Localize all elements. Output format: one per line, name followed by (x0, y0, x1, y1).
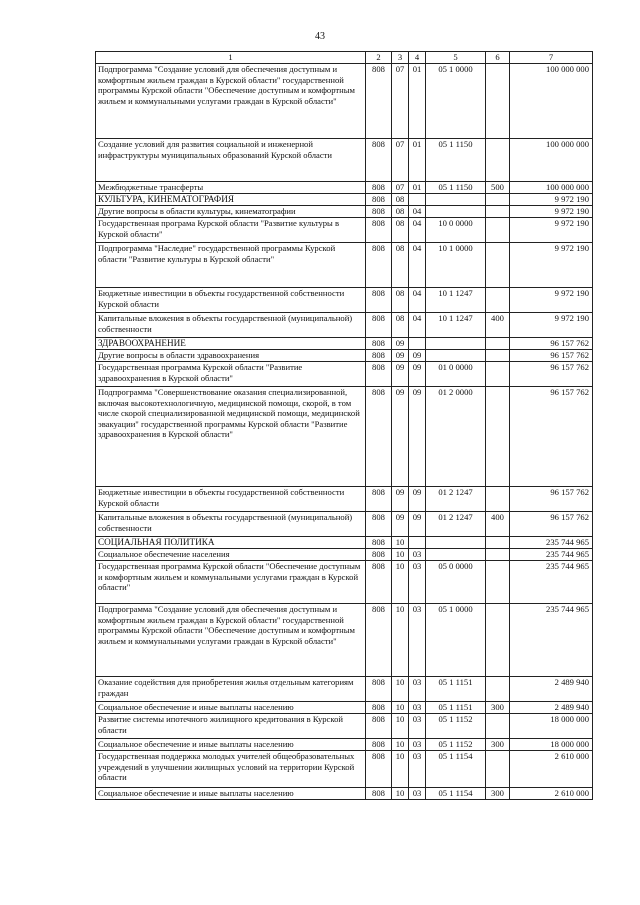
subsection-cell: 03 (409, 788, 426, 800)
grbs-cell: 808 (366, 139, 392, 182)
amount-cell: 18 000 000 (510, 739, 593, 751)
subsection-cell: 01 (409, 182, 426, 194)
subsection-cell: 03 (409, 702, 426, 714)
target-article-cell (426, 350, 486, 362)
expense-type-cell (486, 243, 510, 288)
expense-type-cell (486, 487, 510, 512)
row-name-cell: Государственная программа Курской области "Развитие здравоохранения в Курской области" (96, 362, 366, 387)
target-article-cell: 01 2 0000 (426, 387, 486, 487)
target-article-cell (426, 206, 486, 218)
expense-type-cell: 400 (486, 512, 510, 537)
row-name-cell: Другие вопросы в области здравоохранения (96, 350, 366, 362)
table-row (96, 512, 593, 537)
section-cell: 09 (392, 362, 409, 387)
target-article-cell: 01 2 1247 (426, 487, 486, 512)
subsection-cell: 03 (409, 714, 426, 739)
target-article-cell: 10 1 0000 (426, 243, 486, 288)
grbs-cell: 808 (366, 243, 392, 288)
amount-cell: 96 157 762 (510, 512, 593, 537)
section-cell: 08 (392, 218, 409, 243)
row-name-cell: Капитальные вложения в объекты государственной (муниципальной) собственности (96, 512, 366, 537)
amount-cell: 235 744 965 (510, 537, 593, 549)
row-name-cell: КУЛЬТУРА, КИНЕМАТОГРАФИЯ (96, 194, 366, 206)
target-article-cell: 01 2 1247 (426, 512, 486, 537)
expense-type-cell (486, 537, 510, 549)
amount-cell: 96 157 762 (510, 362, 593, 387)
grbs-cell: 808 (366, 350, 392, 362)
expense-type-cell: 300 (486, 739, 510, 751)
section-cell: 10 (392, 604, 409, 677)
row-name-cell: Другие вопросы в области культуры, кинематографии (96, 206, 366, 218)
subsection-cell: 04 (409, 243, 426, 288)
table-row (96, 313, 593, 338)
target-article-cell: 05 1 1150 (426, 182, 486, 194)
grbs-cell: 808 (366, 206, 392, 218)
grbs-cell: 808 (366, 512, 392, 537)
grbs-cell: 808 (366, 714, 392, 739)
target-article-cell: 05 1 1152 (426, 739, 486, 751)
amount-cell: 9 972 190 (510, 288, 593, 313)
grbs-cell: 808 (366, 561, 392, 604)
grbs-cell: 808 (366, 182, 392, 194)
target-article-cell: 05 0 0000 (426, 561, 486, 604)
table-row (96, 537, 593, 549)
subsection-cell: 01 (409, 139, 426, 182)
subsection-cell: 09 (409, 512, 426, 537)
subsection-cell: 09 (409, 350, 426, 362)
grbs-cell: 808 (366, 604, 392, 677)
expense-type-cell (486, 218, 510, 243)
expense-type-cell (486, 561, 510, 604)
expense-type-cell (486, 338, 510, 350)
subsection-cell: 03 (409, 561, 426, 604)
section-cell: 09 (392, 350, 409, 362)
header-cell: 1 (96, 52, 366, 64)
row-name-cell: СОЦИАЛЬНАЯ ПОЛИТИКА (96, 537, 366, 549)
table-row (96, 338, 593, 350)
table-row (96, 702, 593, 714)
row-name-cell: Бюджетные инвестиции в объекты государственной собственности Курской области (96, 288, 366, 313)
table-row (96, 751, 593, 788)
grbs-cell: 808 (366, 362, 392, 387)
subsection-cell (409, 194, 426, 206)
expense-type-cell: 400 (486, 313, 510, 338)
section-cell: 09 (392, 338, 409, 350)
target-article-cell: 05 1 1151 (426, 677, 486, 702)
target-article-cell: 10 0 0000 (426, 218, 486, 243)
row-name-cell: Бюджетные инвестиции в объекты государственной собственности Курской области (96, 487, 366, 512)
header-cell: 6 (486, 52, 510, 64)
row-name-cell: Подпрограмма "Создание условий для обеспечения доступным и комфортным жильем граждан в Курской области" государственной программы Курской области "Обеспечение доступным и комфортным жильем и коммунальными услугами граждан в Курской области" (96, 64, 366, 139)
section-cell: 10 (392, 739, 409, 751)
expense-type-cell (486, 64, 510, 139)
header-cell: 5 (426, 52, 486, 64)
row-name-cell: Подпрограмма "Создание условий для обеспечения доступным и комфортным жильем граждан в Курской области" государственной программы Курской области "Обеспечение доступным и комфортным жильем и коммунальными услугами граждан в Курской области" (96, 604, 366, 677)
grbs-cell: 808 (366, 537, 392, 549)
table-row (96, 243, 593, 288)
grbs-cell: 808 (366, 194, 392, 206)
table-row (96, 194, 593, 206)
subsection-cell: 03 (409, 604, 426, 677)
grbs-cell: 808 (366, 487, 392, 512)
budget-table (95, 51, 593, 800)
subsection-cell: 04 (409, 288, 426, 313)
section-cell: 08 (392, 288, 409, 313)
row-name-cell: Социальное обеспечение и иные выплаты населению (96, 702, 366, 714)
subsection-cell (409, 537, 426, 549)
header-cell: 4 (409, 52, 426, 64)
target-article-cell: 05 1 0000 (426, 604, 486, 677)
table-row (96, 387, 593, 487)
subsection-cell: 04 (409, 206, 426, 218)
row-name-cell: Капитальные вложения в объекты государственной (муниципальной) собственности (96, 313, 366, 338)
amount-cell: 100 000 000 (510, 182, 593, 194)
grbs-cell: 808 (366, 218, 392, 243)
amount-cell: 96 157 762 (510, 487, 593, 512)
section-cell: 09 (392, 487, 409, 512)
subsection-cell: 09 (409, 487, 426, 512)
subsection-cell: 03 (409, 751, 426, 788)
target-article-cell: 10 1 1247 (426, 313, 486, 338)
header-cell: 2 (366, 52, 392, 64)
grbs-cell: 808 (366, 751, 392, 788)
grbs-cell: 808 (366, 288, 392, 313)
amount-cell: 96 157 762 (510, 350, 593, 362)
expense-type-cell (486, 350, 510, 362)
target-article-cell: 01 0 0000 (426, 362, 486, 387)
amount-cell: 9 972 190 (510, 243, 593, 288)
row-name-cell: Оказание содействия для приобретения жилья отдельным категориям граждан (96, 677, 366, 702)
row-name-cell: Межбюджетные трансферты (96, 182, 366, 194)
section-cell: 10 (392, 677, 409, 702)
grbs-cell: 808 (366, 788, 392, 800)
subsection-cell: 03 (409, 739, 426, 751)
grbs-cell: 808 (366, 387, 392, 487)
amount-cell: 2 610 000 (510, 751, 593, 788)
amount-cell: 2 610 000 (510, 788, 593, 800)
section-cell: 10 (392, 714, 409, 739)
amount-cell: 9 972 190 (510, 194, 593, 206)
expense-type-cell: 500 (486, 182, 510, 194)
grbs-cell: 808 (366, 313, 392, 338)
section-cell: 09 (392, 387, 409, 487)
section-cell: 10 (392, 788, 409, 800)
expense-type-cell (486, 751, 510, 788)
section-cell: 08 (392, 313, 409, 338)
expense-type-cell (486, 714, 510, 739)
amount-cell: 235 744 965 (510, 561, 593, 604)
row-name-cell: Развитие системы ипотечного жилищного кредитования в Курской области (96, 714, 366, 739)
row-name-cell: Создание условий для развития социальной и инженерной инфраструктуры муниципальных образований Курской области (96, 139, 366, 182)
section-cell: 09 (392, 512, 409, 537)
amount-cell: 100 000 000 (510, 64, 593, 139)
expense-type-cell (486, 604, 510, 677)
amount-cell: 96 157 762 (510, 387, 593, 487)
row-name-cell: Социальное обеспечение населения (96, 549, 366, 561)
expense-type-cell: 300 (486, 788, 510, 800)
grbs-cell: 808 (366, 64, 392, 139)
amount-cell: 2 489 940 (510, 677, 593, 702)
amount-cell: 96 157 762 (510, 338, 593, 350)
subsection-cell: 09 (409, 362, 426, 387)
target-article-cell: 10 1 1247 (426, 288, 486, 313)
table-row (96, 561, 593, 604)
target-article-cell: 05 1 1154 (426, 788, 486, 800)
section-cell: 10 (392, 751, 409, 788)
subsection-cell: 04 (409, 313, 426, 338)
section-cell: 10 (392, 561, 409, 604)
grbs-cell: 808 (366, 338, 392, 350)
target-article-cell: 05 1 1154 (426, 751, 486, 788)
table-row (96, 288, 593, 313)
table-row (96, 677, 593, 702)
page-number: 43 (315, 31, 325, 42)
target-article-cell (426, 537, 486, 549)
expense-type-cell (486, 288, 510, 313)
section-cell: 10 (392, 702, 409, 714)
amount-cell: 235 744 965 (510, 604, 593, 677)
table-row (96, 206, 593, 218)
expense-type-cell (486, 549, 510, 561)
table-row (96, 362, 593, 387)
amount-cell: 100 000 000 (510, 139, 593, 182)
target-article-cell: 05 1 0000 (426, 64, 486, 139)
subsection-cell: 03 (409, 677, 426, 702)
row-name-cell: Социальное обеспечение и иные выплаты населению (96, 739, 366, 751)
grbs-cell: 808 (366, 702, 392, 714)
grbs-cell: 808 (366, 549, 392, 561)
target-article-cell: 05 1 1151 (426, 702, 486, 714)
table-row (96, 714, 593, 739)
amount-cell: 235 744 965 (510, 549, 593, 561)
amount-cell: 9 972 190 (510, 218, 593, 243)
table-row (96, 182, 593, 194)
row-name-cell: ЗДРАВООХРАНЕНИЕ (96, 338, 366, 350)
target-article-cell (426, 338, 486, 350)
row-name-cell: Государственная програма Курской области "Развитие культуры в Курской области" (96, 218, 366, 243)
expense-type-cell: 300 (486, 702, 510, 714)
expense-type-cell (486, 387, 510, 487)
section-cell: 10 (392, 549, 409, 561)
table-row (96, 218, 593, 243)
section-cell: 10 (392, 537, 409, 549)
subsection-cell: 04 (409, 218, 426, 243)
expense-type-cell (486, 139, 510, 182)
amount-cell: 9 972 190 (510, 313, 593, 338)
amount-cell: 9 972 190 (510, 206, 593, 218)
section-cell: 07 (392, 182, 409, 194)
target-article-cell (426, 549, 486, 561)
expense-type-cell (486, 677, 510, 702)
table-body (96, 64, 593, 800)
section-cell: 08 (392, 243, 409, 288)
section-cell: 08 (392, 194, 409, 206)
grbs-cell: 808 (366, 677, 392, 702)
subsection-cell: 03 (409, 549, 426, 561)
table-row (96, 604, 593, 677)
subsection-cell: 09 (409, 387, 426, 487)
grbs-cell: 808 (366, 739, 392, 751)
section-cell: 08 (392, 206, 409, 218)
target-article-cell: 05 1 1150 (426, 139, 486, 182)
table-row (96, 350, 593, 362)
row-name-cell: Государственная программа Курской области "Обеспечение доступным и комфортным жильем и коммунальными услугами граждан в Курской области" (96, 561, 366, 604)
expense-type-cell (486, 362, 510, 387)
expense-type-cell (486, 206, 510, 218)
table-row (96, 549, 593, 561)
header-row (96, 52, 593, 64)
target-article-cell: 05 1 1152 (426, 714, 486, 739)
header-cell: 7 (510, 52, 593, 64)
section-cell: 07 (392, 139, 409, 182)
header-cell: 3 (392, 52, 409, 64)
table-row (96, 739, 593, 751)
row-name-cell: Подпрограмма "Наследие" государственной программы Курской области "Развитие культуры в Курской области" (96, 243, 366, 288)
table-row (96, 788, 593, 800)
row-name-cell: Государственная поддержка молодых учителей общеобразовательных учреждений в улучшении жилищных условий на территории Курской области (96, 751, 366, 788)
table-row (96, 487, 593, 512)
table-row (96, 64, 593, 139)
subsection-cell (409, 338, 426, 350)
amount-cell: 18 000 000 (510, 714, 593, 739)
row-name-cell: Подпрограмма "Совершенствование оказания специализированной, включая высокотехнологичную, медицинской помощи, скорой, в том числе скорой специализированной медицинской помощи, медицинской эвакуации" государственной программы Курской области "Развитие здравоохранения в Курской области" (96, 387, 366, 487)
target-article-cell (426, 194, 486, 206)
amount-cell: 2 489 940 (510, 702, 593, 714)
table-row (96, 139, 593, 182)
section-cell: 07 (392, 64, 409, 139)
row-name-cell: Социальное обеспечение и иные выплаты населению (96, 788, 366, 800)
subsection-cell: 01 (409, 64, 426, 139)
expense-type-cell (486, 194, 510, 206)
